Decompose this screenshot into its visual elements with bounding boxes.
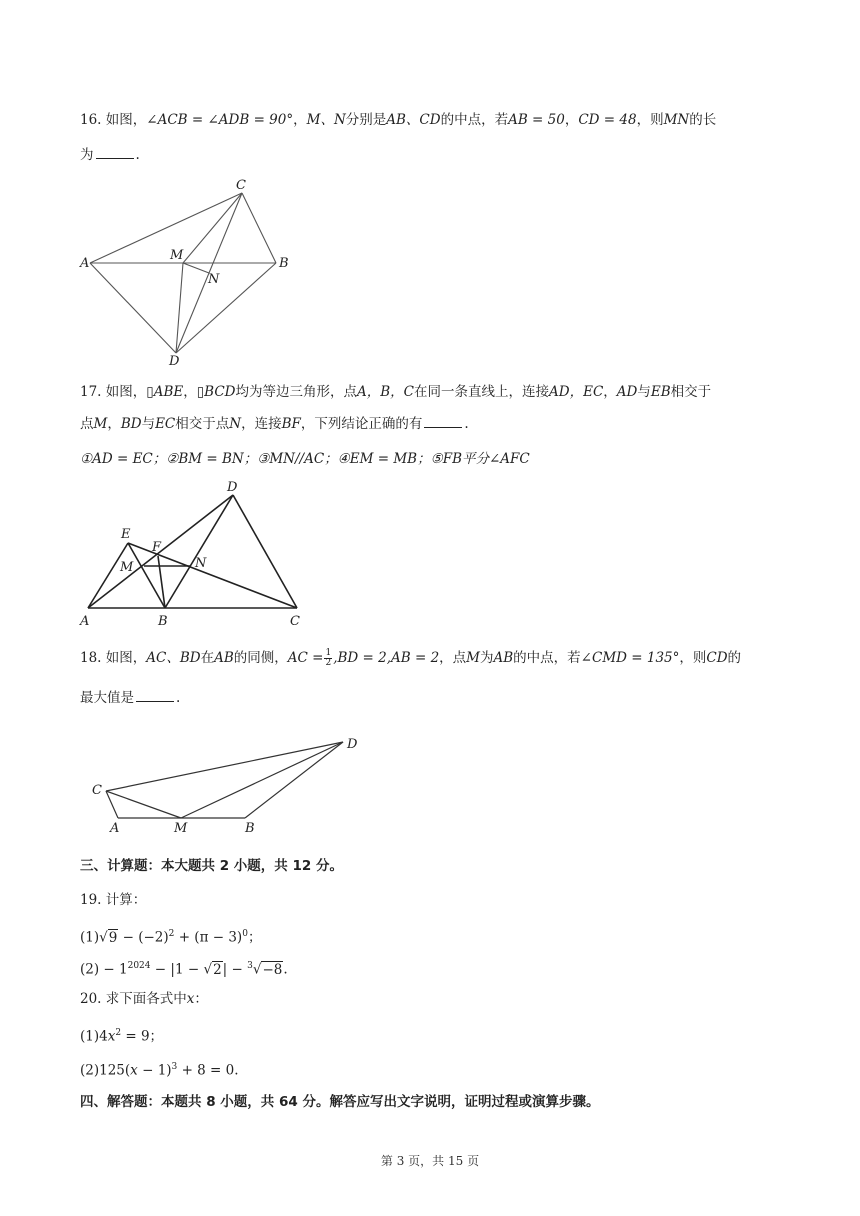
label-c: C [92,783,102,798]
q19-part-2: $(2) - 1^{2024} - |1 - √2| - ^3√-8$. [80,961,288,978]
section-4-header: 四、解答题：本题共 8 小题，共 64 分。解答应写出文字说明，证明过程或演算步骤。 [80,1094,600,1110]
label-a: A [80,256,90,271]
q17-line-1: 17. 如图，▯ABE，▯BCD均为等边三角形，点A，B，C在同一条直线上，连接AD，EC，AD与EB相交于 [80,384,712,400]
label-a: A [80,614,90,629]
q17-option-1: ①AD = EC； [80,451,167,467]
q17-option-5: ⑤FB平分∠AFC [430,451,530,467]
label-c: C [290,614,300,629]
label-b: B [245,821,255,836]
answer-blank [424,415,462,428]
q20-part-1: $(1)4x^2 = 9$； [80,1028,164,1045]
q16-figure [80,175,300,370]
q16-condition: ∠ACB = ∠ADB = 90° [146,112,294,128]
label-b: B [279,256,289,271]
label-a: A [110,821,120,836]
label-f: F [152,540,162,555]
section-3-header: 三、计算题：本大题共 2 小题，共 12 分。 [80,858,344,874]
q17-number: 17. [80,384,102,400]
q16-line-2: 为 . [80,147,140,163]
label-d: D [169,354,180,369]
label-n: N [195,556,207,571]
fraction-one-half: $\frac{1}{2}$ [325,648,332,668]
label-d: D [227,480,238,495]
q19-part-1: $(1)√9 - (-2)^2 + (\pi - 3)^0$； [80,929,262,946]
q18-number: 18. [80,650,102,666]
q17-option-4: ④EM = MB； [337,451,431,467]
label-m: M [170,248,184,263]
answer-blank [136,689,174,702]
q20-title: 20. 求下面各式中x： [80,991,208,1007]
q17-figure [78,475,308,635]
page-footer: 第 3 页，共 15 页 [380,1154,480,1168]
q18-figure [88,732,368,837]
q17-line-2: 点M，BD与EC相交于点N，连接BF，下列结论正确的有 . [80,416,469,432]
label-m: M [174,821,188,836]
q17-option-3: ③MN//AC； [257,451,338,467]
q17-option-2: ②BM = BN； [166,451,258,467]
label-n: N [208,272,220,287]
q19-title: 19. 计算： [80,892,147,908]
q16-number: 16. [80,112,102,128]
page-number: 3 [396,1154,405,1168]
q16-line-1: 16. 如图，∠ACB = ∠ADB = 90°，M、N分别是AB、CD的中点，若AB = 50，CD = 48，则MN的长 [80,112,717,128]
label-m: M [120,560,134,575]
q20-part-2: $(2)125(x - 1)^3 + 8 = 0$. [80,1062,239,1079]
page-total: 15 [448,1154,464,1168]
label-b: B [158,614,168,629]
q17-options [80,449,530,469]
q18-line-1: 18. 如图，AC、BD在AB的同侧，AC = $\frac{1}{2}$ ,BD = 2,AB = 2，点M为AB的中点，若∠CMD = 135°，则CD的 [80,648,742,668]
label-d: D [347,737,358,752]
q18-line-2: 最大值是 . [80,690,181,706]
label-e: E [121,527,131,542]
answer-blank [96,146,134,159]
label-c: C [236,178,246,193]
